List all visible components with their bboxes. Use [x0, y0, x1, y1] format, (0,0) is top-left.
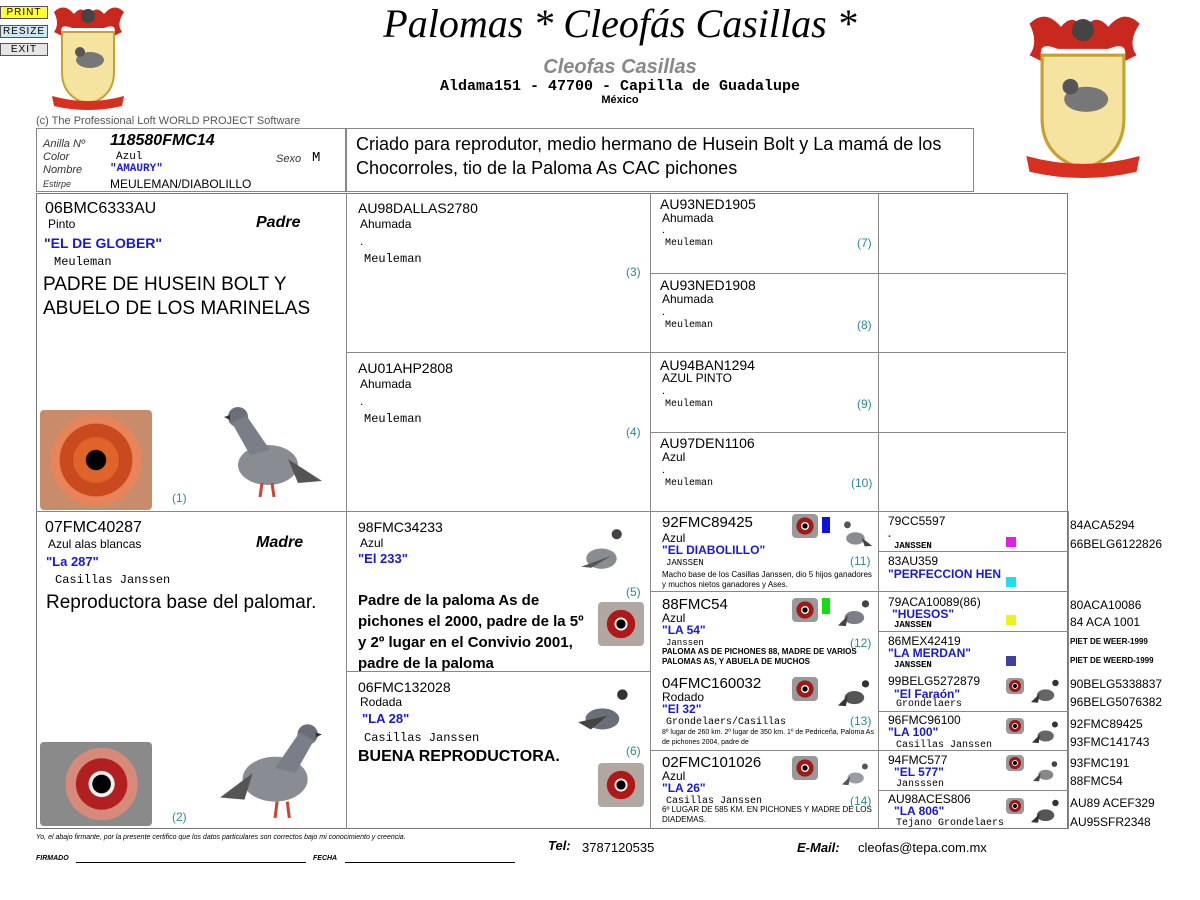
gen5-ring: 93FMC141743 [1070, 735, 1150, 749]
gen2-ring: AU98DALLAS2780 [358, 200, 478, 216]
gen5-ring: AU89 ACEF329 [1070, 796, 1155, 810]
eye-icon [598, 763, 644, 807]
coat-of-arms-icon [1010, 8, 1156, 178]
gen4-ring: 94FMC577 [888, 753, 948, 767]
gen2-notes: BUENA REPRODUCTORA. [358, 748, 560, 765]
gen4-ring: 86MEX42419 [888, 634, 961, 648]
gen5-ring: 66BELG6122826 [1070, 537, 1163, 551]
gen2-number: (5) [626, 585, 641, 599]
subject-strain: MEULEMAN/DIABOLILLO [110, 177, 252, 191]
gen4-name: "PERFECCION HEN [888, 567, 1002, 581]
father-name: "EL DE GLOBER" [44, 235, 163, 251]
gen2-color: Ahumada [360, 217, 412, 231]
gen3-number: (12) [850, 636, 872, 650]
gen4-strain: Casillas Janssen [896, 740, 993, 751]
gen3-strain: Meuleman [665, 478, 714, 489]
gen5-ring: 96BELG5076382 [1070, 695, 1163, 709]
gen3-color: Azul [662, 611, 686, 625]
pigeon-icon [840, 760, 874, 790]
mother-number: (2) [172, 810, 187, 824]
gen3-color: AZUL PINTO [662, 371, 733, 385]
eye-icon [598, 602, 644, 646]
subject-sex: M [312, 150, 321, 166]
gen2-strain: Meuleman [364, 412, 422, 426]
color-marker [1006, 615, 1016, 625]
eye-icon [1006, 798, 1024, 814]
father-color: Pinto [48, 217, 76, 231]
gen3-ring: AU97DEN1106 [660, 435, 755, 451]
sex-label: Sexo [276, 153, 302, 165]
pigeon-icon [576, 522, 632, 580]
color-marker [1006, 537, 1016, 547]
resize-button[interactable]: RESIZE [0, 25, 48, 38]
pigeon-icon [1032, 758, 1062, 786]
gen4-strain: Tejano Grondelaers [896, 818, 1005, 829]
gen3-dot: . [662, 464, 666, 476]
eye-icon [792, 598, 818, 622]
gen3-notes: Macho base de los Casillas Janssen, dio 5 hijos ganadores y muchos nietos ganadores y Ases. [662, 570, 872, 589]
gen3-ring: 02FMC101026 [662, 754, 762, 771]
gen3-notes: 6º LUGAR DE 585 KM. EN PICHONES Y MADRE DE LOS DIADEMAS. [662, 805, 872, 824]
gen3-strain: Meuleman [665, 399, 714, 410]
gen3-number: (13) [850, 714, 872, 728]
gen2-ring: 06FMC132028 [358, 679, 451, 695]
gen3-color: Azul [662, 531, 686, 545]
gen5-ring: 90BELG5338837 [1070, 677, 1163, 691]
gen2-number: (3) [626, 265, 641, 279]
eye-icon [792, 756, 818, 780]
email-label: E-Mail: [797, 840, 840, 855]
gen4-name: "El Faraón" [894, 687, 961, 701]
date-line [345, 862, 515, 863]
gen3-ring: AU93NED1905 [660, 196, 756, 212]
color-marker [822, 598, 830, 614]
coat-of-arms-icon [44, 2, 132, 110]
signed-label: FIRMADO [36, 855, 69, 862]
gen3-ring: 04FMC160032 [662, 675, 762, 692]
gen3-name: "LA 54" [662, 623, 706, 637]
gen3-name: "EL DIABOLILLO" [662, 543, 766, 557]
gen2-name: "El 233" [358, 551, 408, 566]
gen4-ring: AU98ACES806 [888, 792, 971, 806]
gen4-name: "LA 806" [894, 804, 945, 818]
gen5-ring: 84 ACA 1001 [1070, 615, 1141, 629]
gen4-strain: Grondelaers [896, 699, 963, 710]
gen4-ring: 96FMC96100 [888, 713, 961, 727]
gen2-name: "LA 28" [362, 711, 410, 726]
gen3-number: (8) [857, 318, 872, 332]
gen5-ring: AU95SFR2348 [1070, 815, 1151, 829]
tel-label: Tel: [548, 838, 571, 853]
gen3-dot: . [662, 224, 666, 236]
copyright-text: (c) The Professional Loft WORLD PROJECT Software [36, 115, 301, 127]
gen3-number: (7) [857, 236, 872, 250]
gen3-strain: Grondelaers/Casillas [666, 717, 787, 728]
gen2-ring: AU01AHP2808 [358, 360, 453, 376]
mother-color: Azul alas blancas [48, 537, 142, 551]
gen2-strain: Casillas Janssen [364, 731, 480, 745]
subject-notes: Criado para reprodutor, medio hermano de Husein Bolt y La mamá de los Chocorroles, tio de la Paloma As CAC pichones [356, 134, 942, 178]
gen3-name: "LA 26" [662, 781, 706, 795]
gen3-color: Azul [662, 769, 686, 783]
eye-icon [1006, 718, 1024, 734]
subject-ring: 118580FMC14 [110, 132, 215, 149]
gen3-strain: Casillas Janssen [666, 796, 763, 807]
gen3-strain: Janssen [666, 638, 704, 648]
color-label: Color [43, 151, 70, 163]
gen5-ring: 88FMC54 [1070, 774, 1123, 788]
gen3-number: (11) [850, 554, 871, 568]
gen4-ring: 79CC5597 [888, 514, 946, 528]
father-ring: 06BMC6333AU [45, 200, 157, 217]
gen3-color: Azul [662, 450, 686, 464]
signature-line [76, 862, 306, 863]
gen3-color: Ahumada [662, 292, 714, 306]
eye-icon [792, 677, 818, 701]
father-role: Padre [256, 214, 301, 231]
exit-button[interactable]: EXIT [0, 43, 48, 56]
name-label: Nombre [43, 164, 83, 176]
owner-name: Cleofas Casillas [543, 56, 697, 78]
gen2-ring: 98FMC34233 [358, 519, 443, 535]
gen3-number: (14) [850, 794, 872, 808]
date-label: FECHA [313, 855, 338, 862]
gen2-color: Rodada [360, 695, 403, 709]
pigeon-icon [218, 395, 328, 505]
gen3-color: Ahumada [662, 211, 714, 225]
gen4-dot: . [888, 528, 892, 540]
gen4-name: "LA MERDAN" [888, 646, 971, 660]
mother-name: "La 287" [46, 554, 99, 569]
pigeon-icon [840, 518, 874, 552]
father-notes: PADRE DE HUSEIN BOLT Y ABUELO DE LOS MARINELAS [43, 274, 311, 319]
gen4-strain: JANSSEN [894, 541, 932, 551]
eye-icon [40, 410, 152, 510]
pigeon-icon [836, 596, 876, 632]
gen4-ring: 79ACA10089(86) [888, 595, 981, 609]
gen4-name: "EL 577" [894, 765, 944, 779]
gen3-ring: 88FMC54 [662, 596, 728, 613]
gen3-notes: 8º lugar de 260 km. 2º lugar de 350 km. 1º de Pedriceña, Paloma As de pichones 2004, padre de [662, 729, 874, 746]
gen5-ring: 92FMC89425 [1070, 717, 1143, 731]
owner-country: México [601, 94, 639, 106]
owner-address: Aldama151 - 47700 - Capilla de Guadalupe [439, 78, 801, 95]
gen3-dot: . [662, 306, 666, 318]
gen4-strain: JANSSEN [894, 620, 932, 630]
eye-icon [40, 742, 152, 826]
subject-color: Azul [116, 151, 143, 163]
gen3-dot: . [662, 385, 666, 397]
print-button[interactable]: PRINT [0, 6, 48, 19]
gen3-color: Rodado [662, 690, 705, 704]
color-marker [822, 517, 830, 533]
pigeon-icon [836, 676, 876, 712]
gen2-color: Azul [360, 536, 384, 550]
eye-icon [792, 514, 818, 538]
gen2-dot: . [360, 394, 364, 408]
mother-strain: Casillas Janssen [55, 573, 171, 587]
ring-label: Anilla Nº [43, 138, 85, 150]
gen5-ring: 80ACA10086 [1070, 598, 1142, 612]
gen2-dot: . [360, 234, 364, 248]
color-marker [1006, 577, 1016, 587]
gen3-ring: AU93NED1908 [660, 277, 756, 293]
gen3-strain: Meuleman [665, 320, 714, 331]
gen4-strain: JANSSEN [894, 660, 932, 670]
gen2-number: (6) [626, 744, 641, 758]
gen4-ring: 99BELG5272879 [888, 674, 981, 688]
pigeon-icon [570, 682, 640, 740]
father-strain: Meuleman [54, 255, 112, 269]
gen5-ring: 93FMC191 [1070, 756, 1130, 770]
gen4-name: "HUESOS" [892, 607, 955, 621]
gen2-number: (4) [626, 425, 641, 439]
eye-icon [1006, 755, 1024, 771]
pigeon-icon [1030, 796, 1064, 828]
gen5-ring: 84ACA5294 [1070, 518, 1135, 532]
pigeon-icon [1030, 676, 1064, 708]
strain-label: Estirpe [43, 179, 72, 189]
gen2-color: Ahumada [360, 377, 412, 391]
mother-ring: 07FMC40287 [45, 519, 142, 536]
gen3-name: "El 32" [662, 702, 702, 716]
gen2-notes: Padre de la paloma As de pichones el 2000, padre de la 5º y 2º lugar en el Convivio 2001, padre de la paloma [358, 592, 584, 672]
gen4-ring: 83AU359 [888, 554, 939, 568]
gen3-notes: PALOMA AS DE PICHONES 88, MADRE DE VARIOS PALOMAS AS, Y ABUELA DE MUCHOS [662, 647, 857, 666]
color-marker [1006, 656, 1016, 666]
eye-icon [1006, 678, 1024, 694]
certify-text: Yo, el abajo firmante, por la presente certifico que los datos particulares son correctos bajo mi conocimiento y creencia. [36, 834, 406, 841]
gen3-strain: JANSSEN [666, 558, 704, 568]
gen3-ring: AU94BAN1294 [660, 357, 755, 373]
gen2-strain: Meuleman [364, 252, 422, 266]
pigeon-icon [1030, 718, 1064, 748]
father-number: (1) [172, 491, 187, 505]
gen5-ring: PIET DE WEER-1999 [1070, 637, 1148, 646]
gen3-ring: 92FMC89425 [662, 514, 753, 531]
pigeon-icon [212, 712, 332, 824]
gen4-strain: Jansssen [896, 779, 945, 790]
mother-role: Madre [256, 534, 304, 551]
gen3-number: (10) [851, 476, 873, 490]
gen5-ring: PIET DE WEERD-1999 [1070, 656, 1154, 665]
tel-value: 3787120535 [582, 840, 655, 855]
gen3-number: (9) [857, 397, 872, 411]
page-title: Palomas * Cleofás Casillas * [383, 1, 857, 46]
gen4-name: "LA 100" [888, 725, 939, 739]
gen3-strain: Meuleman [665, 238, 714, 249]
email-value[interactable]: cleofas@tepa.com.mx [858, 840, 987, 855]
mother-notes: Reproductora base del palomar. [46, 592, 317, 613]
subject-name: "AMAURY" [110, 163, 163, 175]
